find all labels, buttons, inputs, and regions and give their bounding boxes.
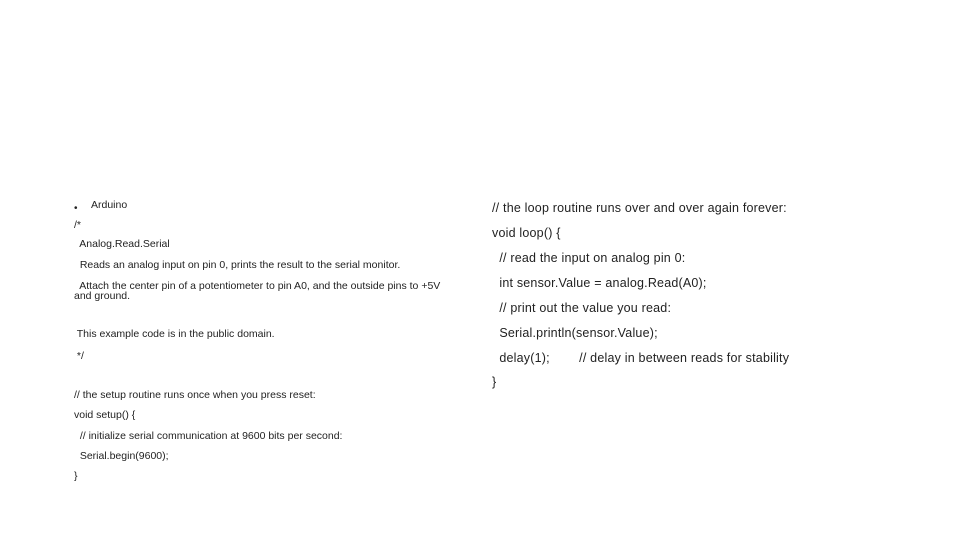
code-line-setup-decl: void setup() { <box>74 409 136 421</box>
code-line-delay: delay(1); // delay in between reads for stability <box>492 351 790 365</box>
code-line-serial-begin: Serial.begin(9600); <box>74 450 169 462</box>
code-line-sensor-read: int sensor.Value = analog.Read(A0); <box>492 276 707 290</box>
code-line-loop-comment: // the loop routine runs over and over again forever: <box>492 201 787 215</box>
code-line-setup-comment: // the setup routine runs once when you press reset: <box>74 389 316 401</box>
code-line-wiring: Attach the center pin of a potentiometer to pin A0, and the outside pins to +5V <box>74 280 441 292</box>
code-line-loop-close: } <box>492 375 497 389</box>
code-line-loop-decl: void loop() { <box>492 226 561 240</box>
bullet-item-arduino: Arduino <box>91 199 128 211</box>
code-line-public-domain: This example code is in the public domain. <box>74 328 275 340</box>
code-line-description: Reads an analog input on pin 0, prints the result to the serial monitor. <box>74 259 401 271</box>
code-line-setup-close: } <box>74 470 78 482</box>
code-line-print-comment: // print out the value you read: <box>492 301 672 315</box>
code-line-serial-comment: // initialize serial communication at 9600 bits per second: <box>74 430 343 442</box>
code-line-comment-open: /* <box>74 219 82 231</box>
bullet-icon: • <box>74 203 78 214</box>
code-line-sketch-name: Analog.Read.Serial <box>74 238 170 250</box>
code-line-wiring-cont: and ground. <box>74 290 131 302</box>
code-line-read-comment: // read the input on analog pin 0: <box>492 251 686 265</box>
code-line-comment-close: */ <box>74 350 84 362</box>
code-line-serial-println: Serial.println(sensor.Value); <box>492 326 658 340</box>
